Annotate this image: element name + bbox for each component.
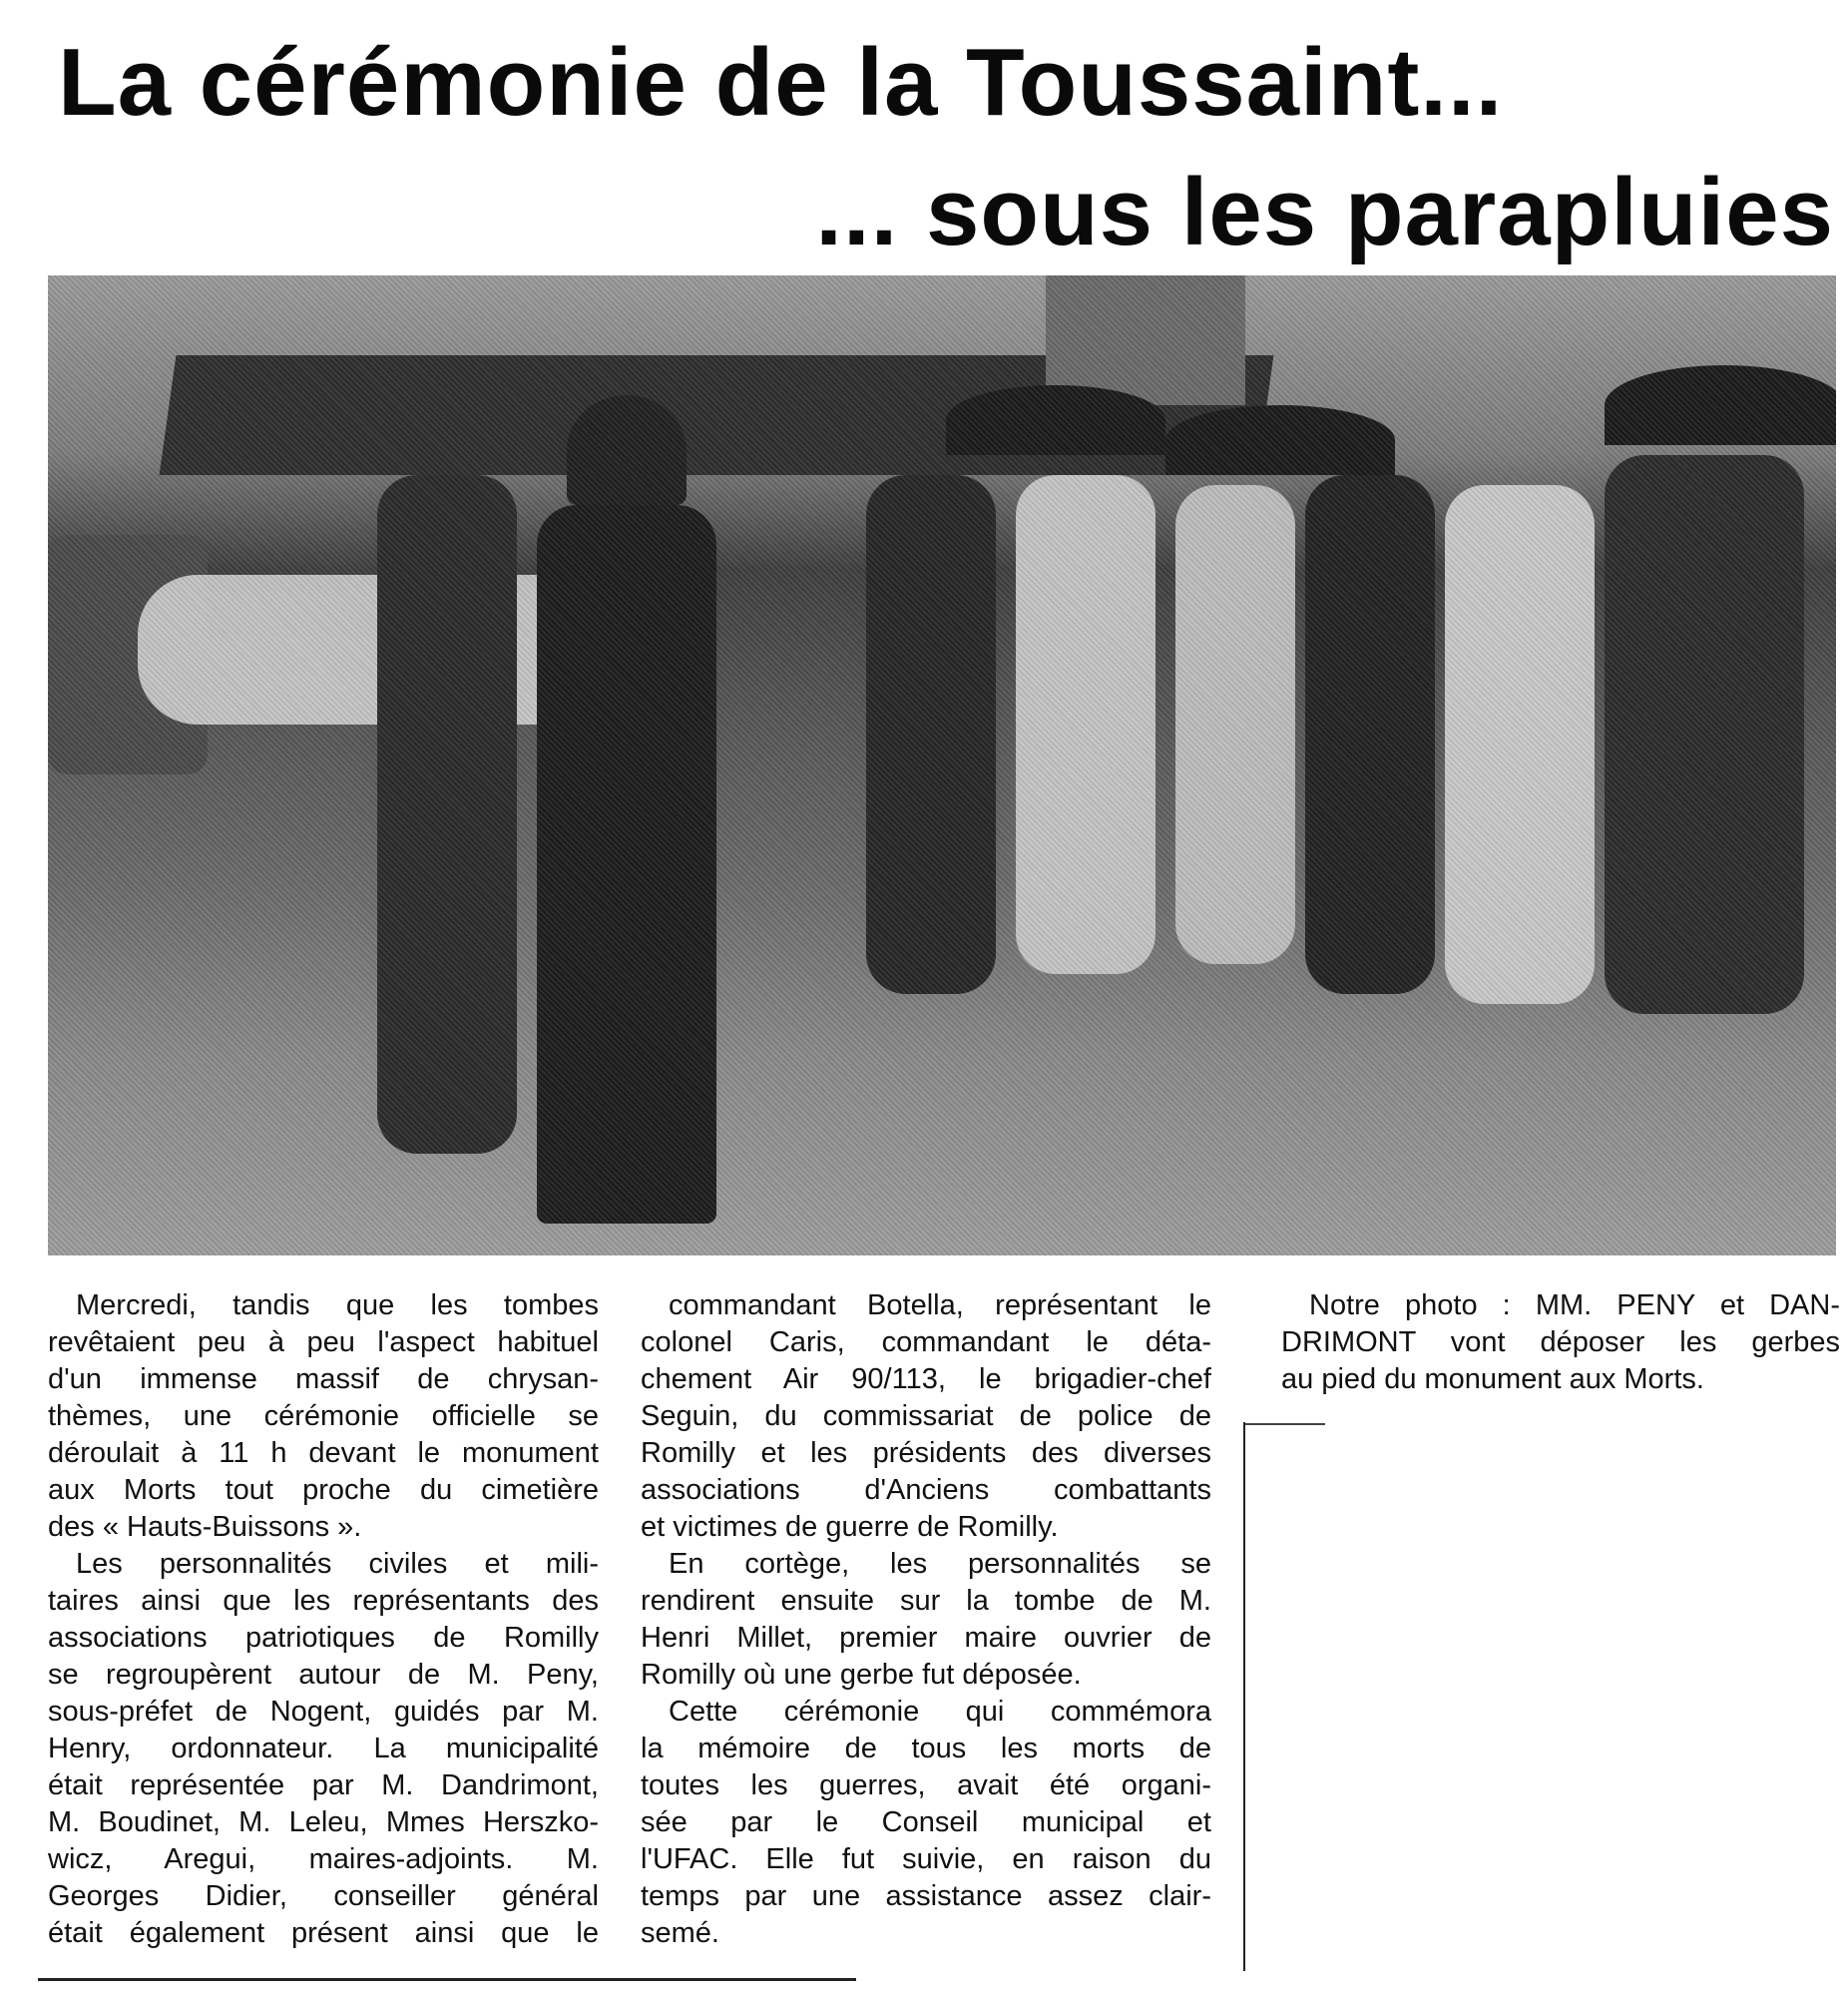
text-line: Les personnalités civiles et mili- [76,1548,599,1580]
text-line: colonel Caris, commandant le déta- [641,1326,1211,1358]
text-line: taires ainsi que les représentants des [48,1585,599,1617]
photo-caption-column [1281,1287,1840,1398]
text-line: et victimes de guerre de Romilly. [641,1511,1059,1543]
text-line: Cette cérémonie qui commémora [669,1696,1211,1728]
text-line: sous-préfet de Nogent, guidés par M. [48,1696,599,1728]
text-line: déroulait à 11 h devant le monument [48,1437,599,1469]
text-line: Mercredi, tandis que les tombes [76,1289,599,1321]
text-line: se regroupèrent autour de M. Peny, [48,1659,599,1691]
text-line: Romilly et les présidents des diverses [641,1437,1211,1469]
article-column-2 [641,1287,1211,1952]
text-line: Henry, ordonnateur. La municipalité [48,1733,599,1764]
text-line: temps par une assistance assez clair- [641,1880,1211,1912]
text-line: Georges Didier, conseiller général [48,1880,599,1912]
text-line: était représentée par M. Dandrimont, [48,1769,599,1801]
ceremony-photo [48,275,1836,1255]
article-column-1 [48,1287,599,1952]
text-line: aux Morts tout proche du cimetière [48,1474,599,1506]
headline-line-1: La cérémonie de la Toussaint... [58,29,1504,136]
column-divider-tick [1245,1423,1325,1425]
text-line: était également présent ainsi que le [48,1917,599,1949]
column-divider [1243,1422,1245,1971]
text-line: En cortège, les personnalités se [669,1548,1211,1580]
text-line: au pied du monument aux Morts. [1281,1363,1704,1395]
text-line: associations d'Anciens combattants [641,1474,1211,1506]
text-line: Henri Millet, premier maire ouvrier de [641,1622,1211,1654]
text-line: des « Hauts-Buissons ». [48,1511,362,1543]
text-line: DRIMONT vont déposer les gerbes [1281,1326,1840,1358]
text-line: Notre photo : MM. PENY et DAN- [1309,1289,1840,1321]
text-line: rendirent ensuite sur la tombe de M. [641,1585,1211,1617]
text-line: thèmes, une cérémonie officielle se [48,1400,599,1432]
text-line: M. Boudinet, M. Leleu, Mmes Herszko- [48,1806,599,1838]
text-line: d'un immense massif de chrysan- [48,1363,599,1395]
text-line: chement Air 90/113, le brigadier-chef [641,1363,1211,1395]
text-line: Seguin, du commissariat de police de [641,1400,1211,1432]
text-line: l'UFAC. Elle fut suivie, en raison du [641,1843,1211,1875]
text-line: associations patriotiques de Romilly [48,1622,599,1654]
bottom-rule [38,1978,856,1981]
text-line: Romilly où une gerbe fut déposée. [641,1659,1082,1691]
text-line: la mémoire de tous les morts de [641,1733,1211,1764]
headline-line-2: ... sous les parapluies [815,159,1834,265]
text-line: revêtaient peu à peu l'aspect habituel [48,1326,599,1358]
text-line: toutes les guerres, avait été organi- [641,1769,1211,1801]
text-line: semé. [641,1917,719,1949]
text-line: wicz, Aregui, maires-adjoints. M. [48,1843,599,1875]
text-line: commandant Botella, représentant le [669,1289,1211,1321]
text-line: sée par le Conseil municipal et [641,1806,1211,1838]
